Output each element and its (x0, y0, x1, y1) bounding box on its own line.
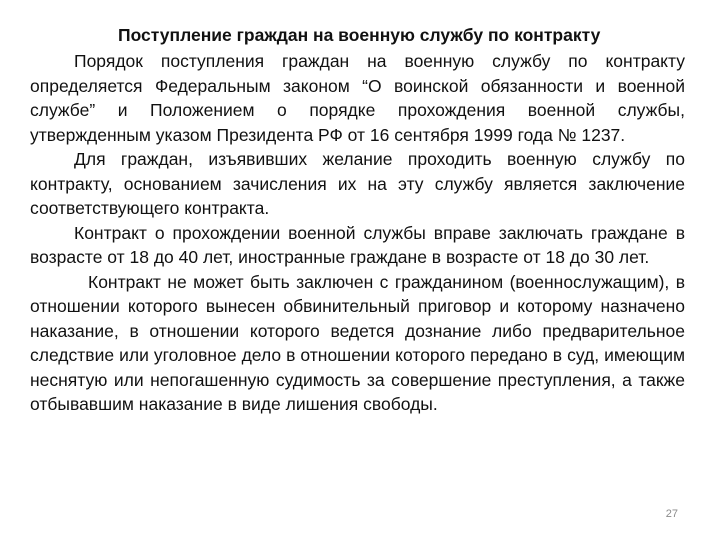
paragraph-legal-basis: Порядок поступления граждан на военную службу по контракту определяется Федеральным законом “О воинской обязанности и военной службе” и Положением о порядке прохождения военной службы, утвержденным указом Президента РФ от 16 сентября 1999 года № 1237. (30, 51, 685, 145)
paragraph-enrollment-basis: Для граждан, изъявивших желание проходить военную службу по контракту, основанием зачисления их на эту службу является заключение соответствующего контракта. (30, 149, 685, 218)
paragraph-age-limits: Контракт о прохождении военной службы вправе заключать граждане в возрасте от 18 до 40 лет, иностранные граждане в возрасте от 18 до 30 лет. (30, 222, 685, 267)
slide-body (30, 49, 685, 417)
paragraph-restrictions: Контракт не может быть заключен с гражданином (военнослужащим), в отношении которого вынесен обвинительный приговор и которому назначено наказание, в отношении которого ведется дознание либо предварительное следствие или уголовное дело в отношении которого передано в суд, имеющим неснятую или непогашенную судимость за совершение преступления, а также отбывавшим наказание в виде лишения свободы. (30, 271, 685, 414)
page-number: 27 (665, 508, 678, 520)
slide-title: Поступление граждан на военную службу по контракту (118, 25, 601, 45)
